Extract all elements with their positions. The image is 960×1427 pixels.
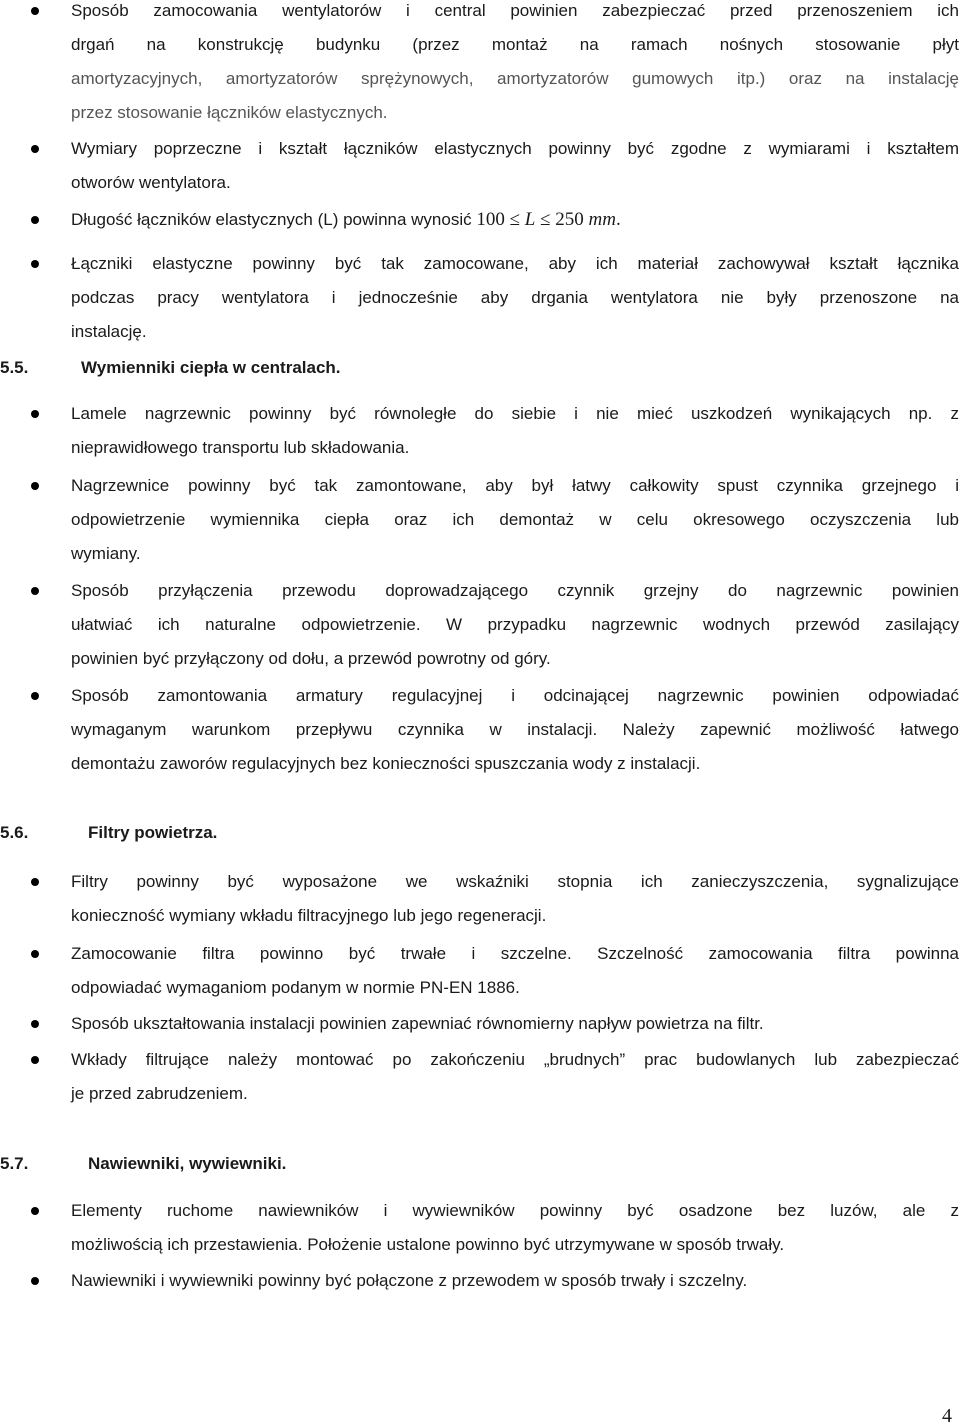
bullet-icon [31,145,39,153]
text-line: wymaganym warunkom przepływu czynnika w instalacji. Należy zapewnić możliwość łatwego [71,720,959,739]
section-number: 5.7. [0,1154,29,1173]
section-number: 5.6. [0,823,29,842]
section-title: Filtry powietrza. [88,823,218,842]
text-line: Wymiary poprzeczne i kształt łączników elastycznych powinny być zgodne z wymiarami i kształtem [71,139,959,158]
bullet-icon [31,1277,39,1285]
text-line: odpowietrzenie wymiennika ciepła oraz ich demontaż w celu okresowego oczyszczenia lub [71,510,959,529]
text-line: Sposób zamocowania wentylatorów i central powinien zabezpieczać przed przenoszeniem ich [71,1,959,20]
text-line: Lamele nagrzewnic powinny być równoległe do siebie i nie mieć uszkodzeń wynikających np. z [71,404,959,423]
paragraph-text: Długość łączników elastycznych (L) powinna wynosić [71,210,477,229]
page-number: 4 [942,1405,952,1427]
bullet-icon [31,1056,39,1064]
text-line: nieprawidłowego transportu lub składowania. [71,438,410,457]
bullet-icon [31,950,39,958]
bullet-icon [31,1207,39,1215]
text-line: instalację. [71,322,147,341]
text-line: Wkłady filtrujące należy montować po zakończeniu „brudnych” prac budowlanych lub zabezpieczać [71,1050,959,1069]
text-line: Łączniki elastyczne powinny być tak zamocowane, aby ich materiał zachowywał kształt łącznika [71,254,959,273]
text-line: amortyzacyjnych, amortyzatorów sprężynowych, amortyzatorów gumowych itp.) oraz na instalację [71,69,959,88]
text-line: przez stosowanie łączników elastycznych. [71,103,388,122]
text-line: Zamocowanie filtra powinno być trwałe i szczelne. Szczelność zamocowania filtra powinna [71,944,959,963]
text-line: odpowiadać wymaganiom podanym w normie PN-EN 1886. [71,978,520,997]
text-line: Nagrzewnice powinny być tak zamontowane, aby był łatwy całkowity spust czynnika grzejnego i [71,476,959,495]
section-title: Wymienniki ciepła w centralach. [81,358,341,377]
text-line: powinien być przyłączony od dołu, a przewód powrotny od góry. [71,649,551,668]
bullet-icon [31,878,39,886]
text-line: otworów wentylatora. [71,173,231,192]
text-line: konieczność wymiany wkładu filtracyjnego lub jego regeneracji. [71,906,547,925]
bullet-icon [31,587,39,595]
section-number: 5.5. [0,358,29,377]
text-line: wymiany. [71,544,141,563]
text-line: demontażu zaworów regulacyjnych bez konieczności spuszczania wody z instalacji. [71,754,701,773]
section-title: Nawiewniki, wywiewniki. [88,1154,287,1173]
text-line: drgań na konstrukcję budynku (przez montaż na ramach nośnych stosowanie płyt [71,35,959,54]
text-line: Sposób zamontowania armatury regulacyjnej i odcinającej nagrzewnic powinien odpowiadać [71,686,959,705]
bullet-icon [31,216,39,224]
text-line: Filtry powinny być wyposażone we wskaźniki stopnia ich zanieczyszczenia, sygnalizujące [71,872,959,891]
text-line: ułatwiać ich naturalne odpowietrzenie. W przypadku nagrzewnic wodnych przewód zasilający [71,615,959,634]
text-line: możliwością ich przestawienia. Położenie ustalone powinno być utrzymywane w sposób trwały. [71,1235,785,1254]
text-line: je przed zabrudzeniem. [71,1084,248,1103]
text-line: Nawiewniki i wywiewniki powinny być połączone z przewodem w sposób trwały i szczelny. [71,1271,748,1290]
bullet-icon [31,1020,39,1028]
length-range-formula: 100 ≤ L ≤ 250 mm. [476,209,621,230]
bullet-icon [31,692,39,700]
text-line: podczas pracy wentylatora i jednocześnie aby drgania wentylatora nie były przenoszone na [71,288,959,307]
text-line: Sposób przyłączenia przewodu doprowadzającego czynnik grzejny do nagrzewnic powinien [71,581,959,600]
bullet-icon [31,7,39,15]
text-line: Sposób ukształtowania instalacji powinien zapewniać równomierny napływ powietrza na filtr. [71,1014,764,1033]
bullet-icon [31,260,39,268]
bullet-icon [31,410,39,418]
text-line: Elementy ruchome nawiewników i wywiewników powinny być osadzone bez luzów, ale z [71,1201,959,1220]
bullet-icon [31,482,39,490]
